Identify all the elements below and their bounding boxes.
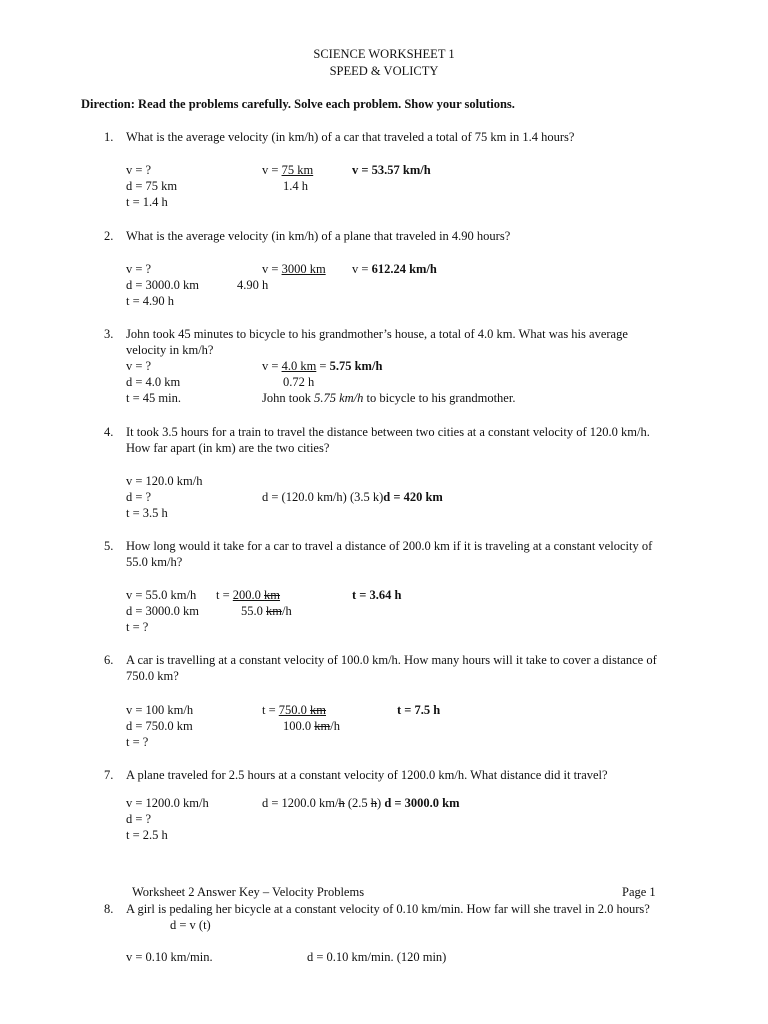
problem-question: A plane traveled for 2.5 hours at a constant velocity of 1200.0 km/h. What distance did it travel?	[126, 768, 608, 782]
problem-question-line1: A car is travelling at a constant velocity of 100.0 km/h. How many hours will it take to cover a distance of	[126, 653, 657, 667]
problem-question-line2: How far apart (in km) are the two cities?	[126, 441, 330, 455]
given-v: v = 55.0 km/h	[126, 588, 197, 602]
formula: d = 1200.0 km/h (2.5 h) d = 3000.0 km	[262, 796, 460, 810]
formula: d = (120.0 km/h) (3.5 k)d = 420 km	[262, 490, 443, 504]
problem-question-line2: velocity in km/h?	[126, 343, 214, 357]
formula: v = 3000 km	[262, 262, 326, 276]
given-t: t = ?	[126, 735, 149, 749]
given-t: t = 3.5 h	[126, 506, 168, 520]
formula: v = 75 km	[262, 163, 314, 177]
given-t: t = 4.90 h	[126, 294, 175, 308]
problem-question-line2: 55.0 km/h?	[126, 555, 183, 569]
problem-number: 7.	[104, 768, 114, 782]
page-number: Page 1	[622, 885, 656, 899]
given-v: v = 1200.0 km/h	[126, 796, 209, 810]
answer: 5.75 km/h	[329, 359, 383, 373]
problem-number: 2.	[104, 229, 114, 243]
problem-question-line1: How long would it take for a car to travel a distance of 200.0 km if it is traveling at a constant velocity of	[126, 539, 653, 553]
given-d: d = 3000.0 km	[126, 604, 200, 618]
formula-denominator: 100.0 km/h	[283, 719, 340, 733]
given-d: d = 4.0 km	[126, 375, 181, 389]
formula: d = 0.10 km/min. (120 min)	[307, 950, 447, 964]
given-d: d = ?	[126, 490, 152, 504]
given-v: v = 0.10 km/min.	[126, 950, 213, 964]
problem-number: 6.	[104, 653, 114, 667]
formula-denominator: 0.72 h	[283, 375, 315, 389]
given-d: d = 3000.0 km	[126, 278, 200, 292]
formula: t = 750.0 km	[262, 703, 327, 717]
general-formula: d = v (t)	[170, 918, 211, 932]
given-d: d = ?	[126, 812, 152, 826]
worksheet-title: SCIENCE WORKSHEET 1	[313, 47, 455, 61]
problem-number: 4.	[104, 425, 114, 439]
problem-number: 1.	[104, 130, 114, 144]
formula-numerator: 750.0 km	[278, 703, 327, 717]
problem-number: 5.	[104, 539, 114, 553]
formula-numerator: 200.0 km	[232, 588, 281, 602]
given-d: d = 750.0 km	[126, 719, 193, 733]
answer: t = 7.5 h	[397, 703, 441, 717]
given-v: v = 120.0 km/h	[126, 474, 203, 488]
formula-numerator: 3000 km	[281, 262, 326, 276]
problem-question: A girl is pedaling her bicycle at a constant velocity of 0.10 km/min. How far will she travel in 2.0 hours?	[126, 902, 650, 916]
answer: v = 53.57 km/h	[352, 163, 431, 177]
answer: v = 612.24 km/h	[352, 262, 437, 276]
direction-text: Direction: Read the problems carefully. Solve each problem. Show your solutions.	[81, 97, 515, 111]
answer: t = 3.64 h	[352, 588, 402, 602]
formula-denominator: 55.0 km/h	[241, 604, 292, 618]
answer: d = 3000.0 km	[384, 796, 460, 810]
problem-question-line1: It took 3.5 hours for a train to travel the distance between two cities at a constant velocity of 120.0 km/h.	[126, 425, 650, 439]
given-t: t = 1.4 h	[126, 195, 168, 209]
problem-number: 3.	[104, 327, 114, 341]
given-v: v = 100 km/h	[126, 703, 194, 717]
given-t: t = 2.5 h	[126, 828, 168, 842]
formula-numerator: 75 km	[281, 163, 314, 177]
formula: v = 4.0 km = 5.75 km/h	[262, 359, 383, 373]
given-t: t = ?	[126, 620, 149, 634]
given-t: t = 45 min.	[126, 391, 181, 405]
given-v: v = ?	[126, 262, 152, 276]
problem-question: What is the average velocity (in km/h) of a car that traveled a total of 75 km in 1.4 hours?	[126, 130, 575, 144]
problem-number: 8.	[104, 902, 114, 916]
problem-question-line1: John took 45 minutes to bicycle to his grandmother’s house, a total of 4.0 km. What was his average	[126, 327, 628, 341]
formula-numerator: 4.0 km	[281, 359, 317, 373]
worksheet-subtitle: SPEED & VOLICTY	[329, 64, 439, 78]
problem-question: What is the average velocity (in km/h) of a plane that traveled in 4.90 hours?	[126, 229, 511, 243]
footer-title: Worksheet 2 Answer Key – Velocity Problems	[132, 885, 365, 899]
formula-denominator: 4.90 h	[237, 278, 269, 292]
given-v: v = ?	[126, 359, 152, 373]
formula-denominator: 1.4 h	[283, 179, 308, 193]
answer-sentence: John took 5.75 km/h to bicycle to his grandmother.	[262, 391, 516, 405]
answer: d = 420 km	[383, 490, 443, 504]
formula: t = 200.0 km	[216, 588, 281, 602]
given-d: d = 75 km	[126, 179, 178, 193]
problem-question-line2: 750.0 km?	[126, 669, 179, 683]
given-v: v = ?	[126, 163, 152, 177]
